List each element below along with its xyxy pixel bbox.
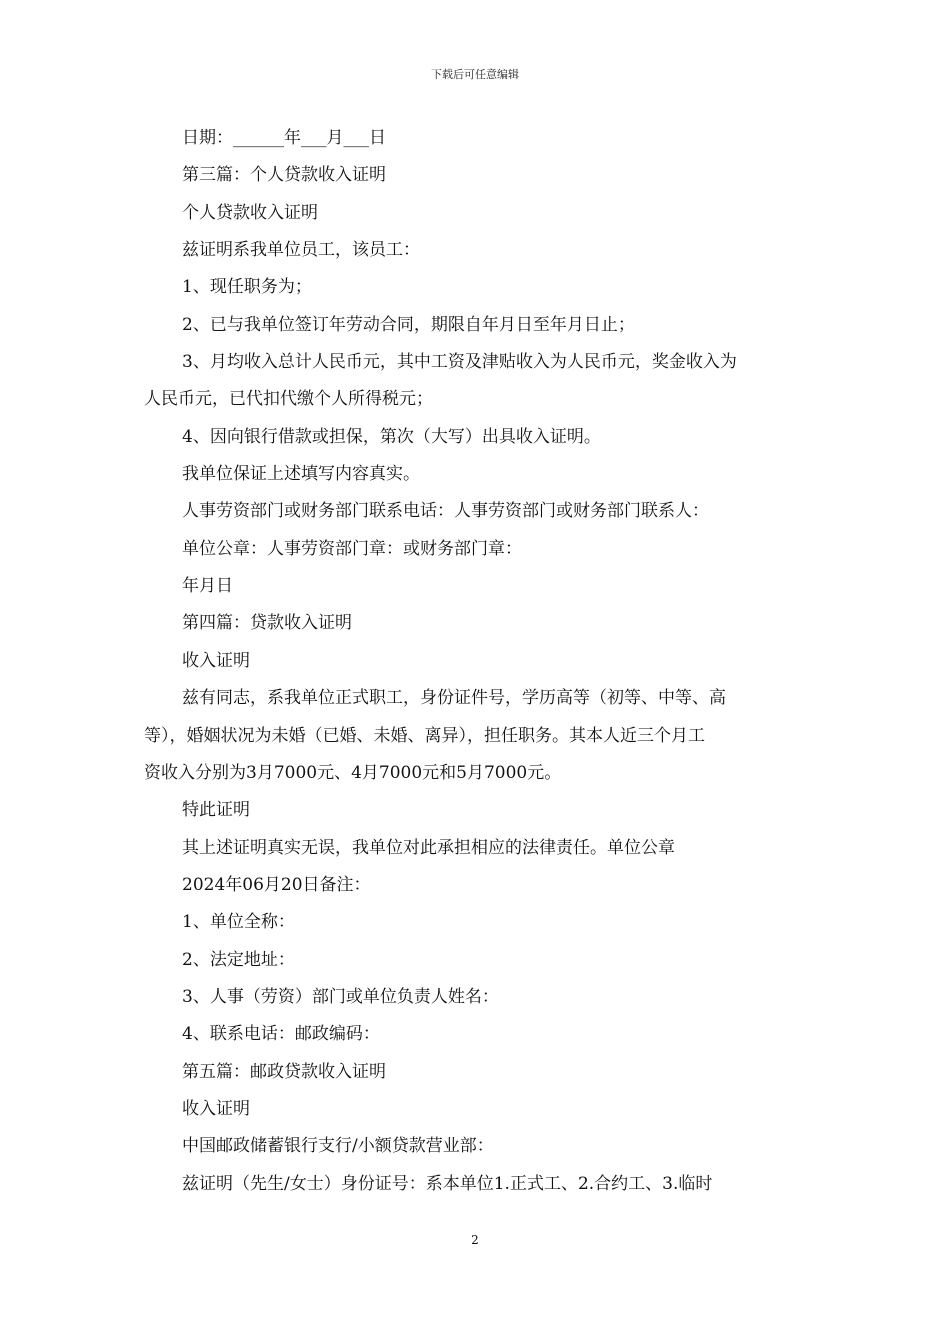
text-line: 日期：______年___月___日 [182,128,386,148]
text-line: 2024年06月20日备注： [182,874,371,895]
text-line: 兹证明（先生/女士）身份证号：系本单位1.正式工、2.合约工、3.临时 [182,1173,713,1194]
page-header: 下载后可任意编辑 [431,68,519,81]
text-line: 收入证明 [182,1098,250,1119]
text-line: 其上述证明真实无误，我单位对此承担相应的法律责任。单位公章 [182,837,675,858]
text-line: 个人贷款收入证明 [182,202,318,223]
text-line: 资收入分别为3月7000元、4月7000元和5月7000元。 [144,762,562,783]
text-line: 兹有同志，系我单位正式职工，身份证件号，学历高等（初等、中等、高 [182,688,726,709]
text-line: 第五篇：邮政贷款收入证明 [182,1061,386,1082]
text-line: 人事劳资部门或财务部门联系电话：人事劳资部门或财务部门联系人： [182,501,709,522]
text-line: 年月日 [182,576,233,597]
text-line: 3、人事（劳资）部门或单位负责人姓名： [182,986,499,1007]
text-line: 3、月均收入总计人民币元，其中工资及津贴收入为人民币元，奖金收入为 [182,352,737,373]
text-line: 2、法定地址： [182,949,295,970]
document-body [144,120,806,1203]
text-line: 收入证明 [182,650,250,671]
text-line: 单位公章：人事劳资部门章：或财务部门章： [182,538,522,559]
text-line: 兹证明系我单位员工，该员工： [182,240,420,261]
text-line: 4、因向银行借款或担保，第次（大写）出具收入证明。 [182,426,601,447]
text-line: 我单位保证上述填写内容真实。 [182,464,420,485]
text-line: 2、已与我单位签订年劳动合同，期限自年月日至年月日止； [182,314,635,335]
text-line: 1、现任职务为； [182,277,312,298]
text-line: 第四篇：贷款收入证明 [182,613,352,634]
text-line: 特此证明 [182,800,250,821]
text-line: 中国邮政储蓄银行支行/小额贷款营业部： [182,1136,494,1157]
text-line: 人民币元，已代扣代缴个人所得税元； [144,389,433,410]
text-line: 等），婚姻状况为未婚（已婚、未婚、离异），担任职务。其本人近三个月工 [144,725,705,746]
text-line: 第三篇：个人贷款收入证明 [182,165,386,186]
page-number: 2 [471,1233,479,1247]
text-line: 1、单位全称： [182,912,295,933]
text-line: 4、联系电话：邮政编码： [182,1024,380,1045]
